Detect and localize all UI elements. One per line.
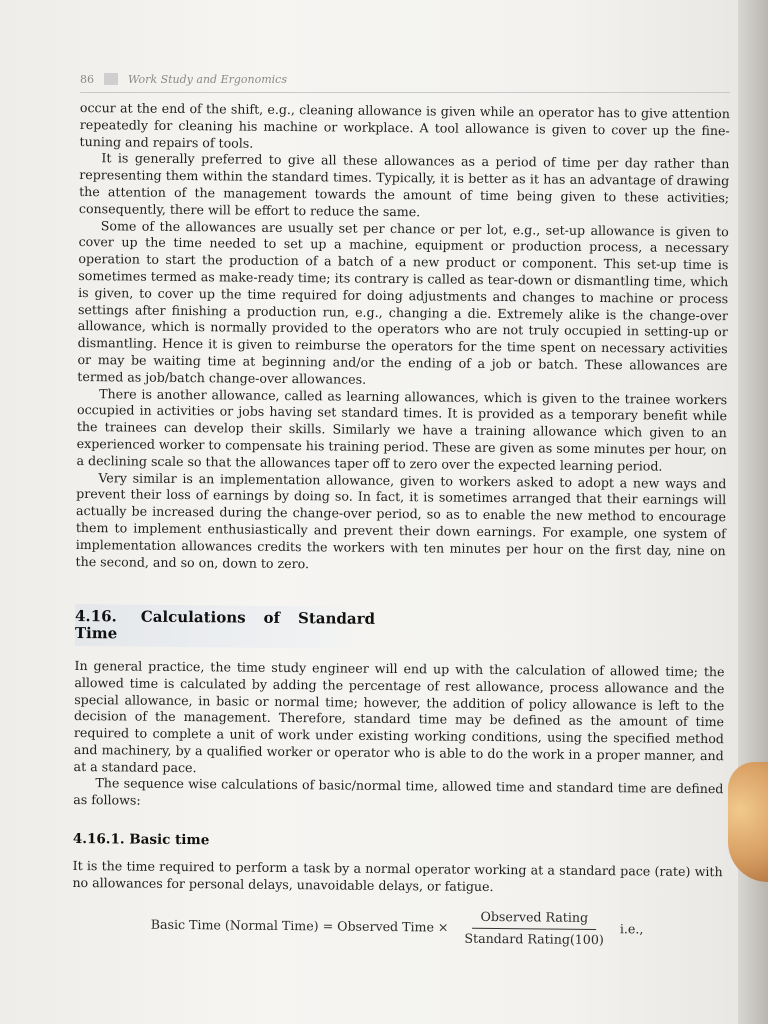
finger <box>728 762 768 882</box>
running-title: Work Study and Ergonomics <box>128 72 287 86</box>
paragraph: In general practice, the time study engineer will end up with the calculation of allowed time; the allowed time is calculated by adding the percentage of rest allowance, process allowance and the special allowance, in basic or normal time; however, the addition of policy allowance is left to the decision of the management. Therefore, standard time may be defined as the amount of time required to complete a unit of work under existing working conditions, using the specified method and machinery, by a qualified worker or operator who is able to do the work in a proper manner, and at a standard pace. <box>73 657 725 775</box>
paragraph: It is the time required to perform a task by a normal operator working at a standard pace (rate) with no allowances for personal delays, unavoidable delays, or fatigue. <box>72 857 723 894</box>
subsection-heading <box>73 831 723 854</box>
running-header <box>80 68 720 90</box>
formula-suffix: i.e., <box>619 921 644 937</box>
subsection-title: Basic time <box>129 831 210 849</box>
formula-denominator: Standard Rating(100) <box>464 930 604 948</box>
paragraph: It is generally preferred to give all these allowances as a period of time per day rather than representing them within the standard times. Typically, it is better as it has an advantage of drawing the attention of the management towards the amount of time being given to these activities; consequently, there will be effort to reduce the same. <box>78 150 730 220</box>
formula-lhs: Basic Time (Normal Time) = Observed Time × <box>150 917 449 935</box>
page-number: 86 <box>80 72 94 86</box>
paragraph: Very similar is an implementation allowance, given to workers asked to adopt a new ways and prevent their loss of earnings by doing so. In fact, it is sometimes arranged that their earnings will actually be increased during the change-over period, so as to enable the new method to encourage them to implement enthusiastically and prevent their down earnings. For example, one system of implementation allowances credits the workers with ten minutes per hour on the first day, nine on the second, and so on, down to zero. <box>75 469 727 571</box>
formula-fraction <box>456 909 612 949</box>
header-rule <box>80 92 730 93</box>
paragraph: occur at the end of the shift, e.g., cleaning allowance is given while an operator has to give attention repeatedly for cleaning his machine or workplace. A tool allowance is given to cover up the fine-tuning and repairs of tools. <box>79 100 730 151</box>
paragraph: There is another allowance, called as learning allowances, which is given to the trainee workers occupied in activities or jobs having set standard times. It is provided as a temporary benefit while the trainees can develop their skills. Similarly we have a training allowance which given to an experienced worker to compensate his training period. These are given as some minutes per hour, on a declining scale so that the allowances taper off to zero over the expected learning period. <box>76 385 728 474</box>
body-text <box>72 100 730 950</box>
basic-time-formula <box>72 905 722 950</box>
header-divider <box>104 73 118 85</box>
paragraph: Some of the allowances are usually set per chance or per lot, e.g., set-up allowance is given to cover up the time needed to set up a machine, equipment or production process, a necessary operation to start the production of a batch of a new product or component. This set-up time is sometimes termed as make-ready time; its contrary is called as tear-down or dismantling time, which is given, to cover up the time required for doing adjustments and changes to machine or process settings after finishing a production run, e.g., changing a die. Extremely alike is the change-over allowance, which is normally provided to the operators who are not truly occupied in setting-up or dismantling. Hence it is given to reimburse the operators for the time spent on necessary activities or may be waiting time at beginning and/or the ending of a job or batch. These allowances are termed as job/batch change-over allowances. <box>77 217 729 387</box>
formula-numerator: Observed Rating <box>472 909 596 930</box>
section-heading <box>75 604 375 648</box>
paragraph: The sequence wise calculations of basic/normal time, allowed time and standard time are defined as follows: <box>73 775 724 808</box>
subsection-number: 4.16.1. <box>72 831 125 848</box>
section-number: 4.16. <box>74 607 117 626</box>
section-title: Calculations of Standard Time <box>74 607 376 643</box>
